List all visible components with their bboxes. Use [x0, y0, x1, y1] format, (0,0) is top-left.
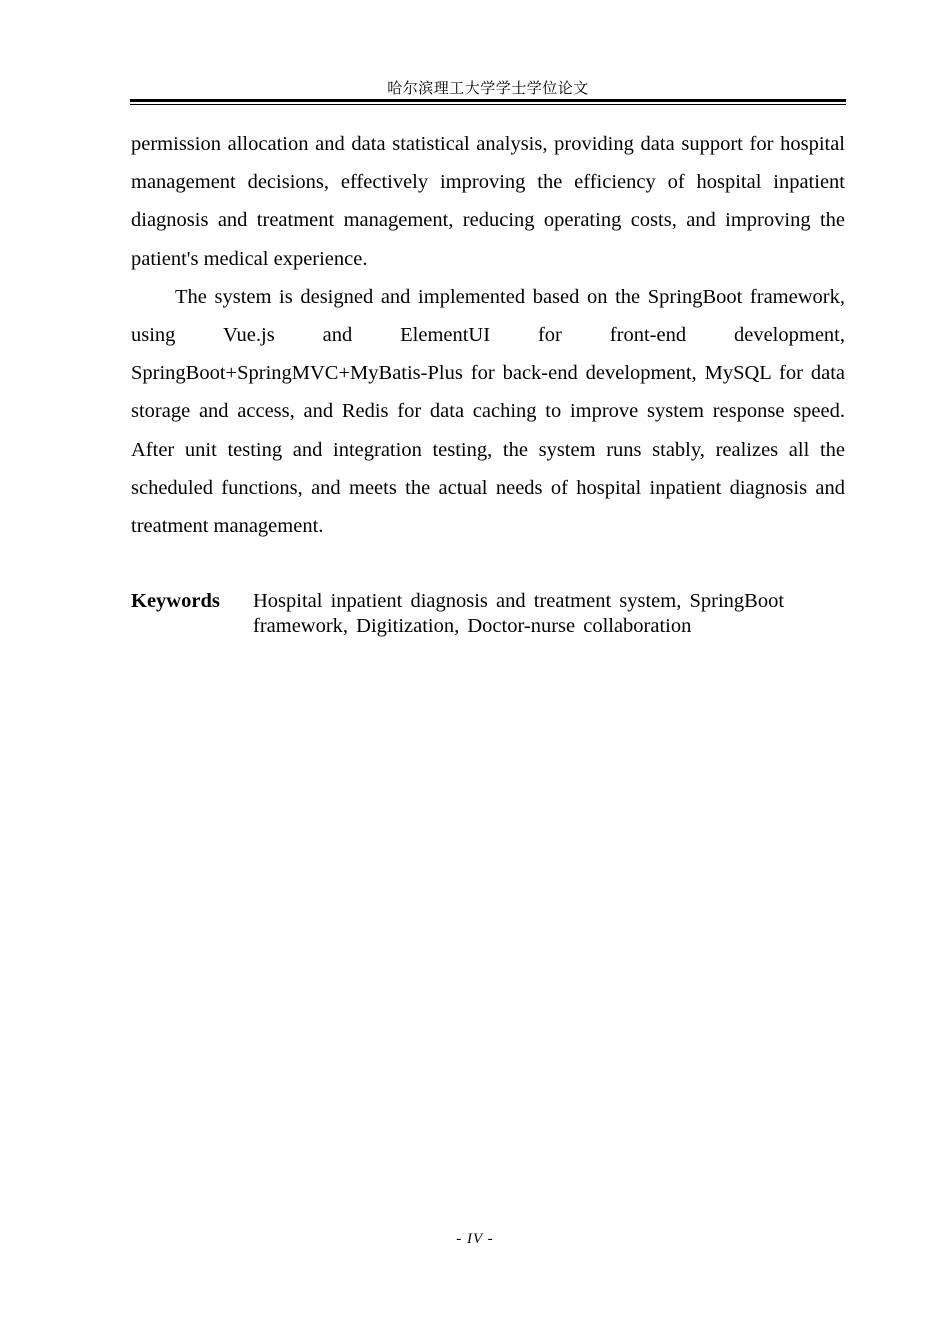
- header-rule-thick: [130, 99, 846, 102]
- keywords-block: [131, 589, 831, 639]
- abstract-body: [131, 125, 845, 545]
- keywords-label: Keywords: [131, 590, 220, 612]
- abstract-paragraph-1: permission allocation and data statistical analysis, providing data support for hospital management decisions, effectively improving the efficiency of hospital inpatient diagnosis and treatment management, reducing operating costs, and improving the patient's medical experience.: [131, 133, 845, 270]
- page-header: 哈尔滨理工大学学士学位论文: [387, 79, 589, 97]
- keywords-text: Hospital inpatient diagnosis and treatment system, SpringBoot framework, Digitization, Doctor-nurse collaboration: [253, 590, 785, 637]
- page-number: - IV -: [456, 1231, 494, 1247]
- header-rule-thin: [130, 104, 846, 105]
- abstract-paragraph-2: The system is designed and implemented based on the SpringBoot framework, using Vue.js and ElementUI for front-end development, SpringBoot+SpringMVC+MyBatis-Plus for back-end development, MySQL for data storage and access, and Redis for data caching to improve system response speed. After unit testing and integration testing, the system runs stably, realizes all the scheduled functions, and meets the actual needs of hospital inpatient diagnosis and treatment management.: [131, 285, 845, 538]
